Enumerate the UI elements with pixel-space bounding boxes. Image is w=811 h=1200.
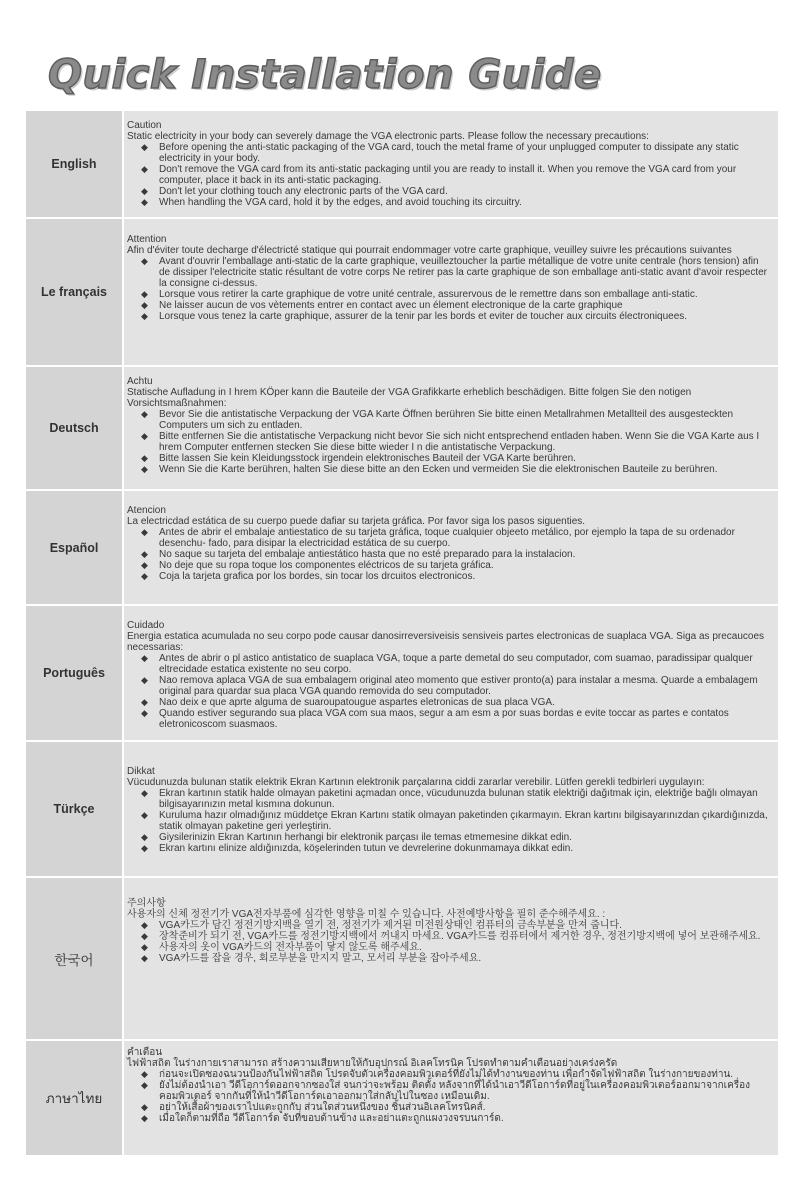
- bullet-text: Antes de abrir o pl astico antistatico de suaplaca VGA, toque a parte demetal do seu computador, com suamao, paradissipar qualquer eltrecidade estatica existente no seu corpo.: [159, 653, 753, 675]
- diamond-bullet-icon: ◆: [141, 1080, 148, 1090]
- bullet-text: Before opening the anti-static packaging of the VGA card, touch the metal frame of your unplugged computer to dissipate any static electricity in your body.: [159, 142, 739, 164]
- bullet-item: [127, 289, 772, 300]
- bullet-item: [127, 708, 772, 730]
- section-intro: Vücudunuzda bulunan statik elektrik Ekran Kartının elektronik parçalarına ciddi zararlar verebilir. Lütfen gerekli tedbirleri uygulayın:: [127, 777, 705, 788]
- section-thai: [26, 1041, 778, 1157]
- bullet-text: Kuruluma hazır olmadığınız müddetçe Ekran Kartını statik olmayan paketinden çıkarmayın. Ekran kartını bilgisayarınızdan çıkardığınızda, statik olmayan paketine geri yerleştirin.: [159, 810, 768, 832]
- bullet-text: VGA카드가 담긴 정전기방지백을 열기 전, 정전기가 제거된 미전원상태인 컴퓨터의 금속부분을 만져 줍니다.: [159, 920, 622, 931]
- section-body: [124, 111, 778, 217]
- bullet-list: [127, 788, 772, 854]
- bullet-item: [127, 549, 772, 560]
- section-heading: Cuidado: [127, 620, 165, 631]
- section-intro: La electricdad estática de su cuerpo puede dafiar su tarjeta gráfica. Por favor siga los pasos siguenties.: [127, 516, 586, 527]
- diamond-bullet-icon: ◆: [141, 810, 148, 820]
- bullet-text: ก่อนจะเปิดซองฉนวนป้องกันไฟฟ้าสถิต โปรดจับตัวเครื่องคอมพิวเตอร์ที่ยังไม่ได้ทำงานของท่าน เพื่อกำจัดไฟฟ้าสถิต ในร่างกายของท่าน.: [159, 1069, 734, 1080]
- diamond-bullet-icon: ◆: [141, 571, 148, 581]
- diamond-bullet-icon: ◆: [141, 256, 148, 266]
- section-intro: Afin d'éviter toute decharge d'électricté statique qui pourrait endommager votre carte graphique, veuilley suivre les précautions suivantes: [127, 245, 732, 256]
- bullet-item: [127, 571, 772, 582]
- bullet-item: [127, 186, 772, 197]
- bullet-text: Quando estiver segurando sua placa VGA com sua maos, segur a am esm a por suas bordas e evite toccar as partes e contatos eletronicoscom suasmaos.: [159, 708, 729, 730]
- bullet-item: [127, 832, 772, 843]
- bullet-item: [127, 675, 772, 697]
- bullet-item: [127, 1080, 772, 1102]
- bullet-text: ยังไม่ต้องนำเอา วีดีโอการ์ดออกจากซองใส่ จนกว่าจะพร้อม ติดตั้ง หลังจากที่ได้นำเอาวีดีโอการ์ดที่อยู่ในเครื่องคอมพิวเตอร์ออกมาจากเครื่องคอมพิวเตอร์ จากกันที่ให้นำวีดีโอการ์ดเอาออกมาใส่กลับไปในซอง เหมือนเดิม.: [159, 1080, 751, 1102]
- bullet-text: No deje que su ropa toque los componentes eléctricos de su tarjeta gráfica.: [159, 560, 494, 571]
- bullet-text: 사용자의 옷이 VGA카드의 전자부품이 닿지 않도록 해주세요.: [159, 942, 422, 953]
- diamond-bullet-icon: ◆: [141, 453, 148, 463]
- bullet-list: [127, 409, 772, 475]
- diamond-bullet-icon: ◆: [141, 920, 148, 930]
- bullet-text: Bitte lassen Sie kein Kleidungsstock irgendein elektronisches Bauteil der VGA Karte berühren.: [159, 453, 576, 464]
- section-heading: Caution: [127, 120, 162, 131]
- bullet-item: [127, 1069, 772, 1080]
- bullet-list: [127, 653, 772, 730]
- bullet-text: Ekran kartının statik halde olmayan paketini açmadan once, vücudunuzda bulunan statik elektriği dağıtmak için, elektriğe bağlı olmayan bilgisayarınızın metal kısmına dokunun.: [159, 788, 758, 810]
- bullet-text: Ekran kartını elinize aldığınızda, köşelerinden tutun ve devrelerine dokunmamaya dikkat edin.: [159, 843, 574, 854]
- bullet-text: Wenn Sie die Karte berühren, halten Sie diese bitte an den Ecken und vermeiden Sie die elektronischen Bauteile zu berühren.: [159, 464, 718, 475]
- language-label: English: [26, 111, 124, 217]
- bullet-item: [127, 1113, 772, 1124]
- bullet-item: [127, 931, 772, 942]
- bullet-item: [127, 142, 772, 164]
- bullet-item: [127, 164, 772, 186]
- bullet-text: อย่าให้เสื้อผ้าของเราไปแตะถูกกับ ส่วนใดส่วนหนึ่งของ ชิ้นส่วนอิเลคโทรนิคส์.: [159, 1102, 486, 1113]
- bullet-text: Nao deix e que aprte alguma de suaroupatougue aspartes eletronicas de sua placa VGA.: [159, 697, 555, 708]
- section-heading: คำเตือน: [127, 1047, 163, 1058]
- bullet-item: [127, 300, 772, 311]
- section-intro: Static electricity in your body can severely damage the VGA electronic parts. Please follow the necessary precautions:: [127, 131, 649, 142]
- section-heading: Dikkat: [127, 766, 155, 777]
- bullet-item: [127, 256, 772, 289]
- section-intro: Energia estatica acumulada no seu corpo pode causar danosirreversiveisis sensiveis partes electronicas de suaplaca VGA. Siga as precaucoes necessarias:: [127, 631, 765, 653]
- language-label: ภาษาไทย: [26, 1041, 124, 1155]
- bullet-text: Ne laisser aucun de vos vètements entrer en contact avec un élement electronique de la carte graphique: [159, 300, 623, 311]
- bullet-item: [127, 464, 772, 475]
- bullet-text: VGA카드를 잡을 경우, 회로부분을 만지지 말고, 모서리 부분을 잡아주세요.: [159, 953, 482, 964]
- section-heading: 주의사항: [127, 898, 166, 909]
- section-intro: Statische Aufladung in I hrem KÖper kann die Bauteile der VGA Grafikkarte erheblich beschädigen. Bitte folgen Sie den notigen Vorsichtsmaßnahmen:: [127, 387, 692, 409]
- diamond-bullet-icon: ◆: [141, 560, 148, 570]
- bullet-item: [127, 953, 772, 964]
- bullet-text: Nao remova aplaca VGA de sua embalagem original ateo momento que estiver pronto(a) para instalar a mesma. Quarde a embalagem original para quardar sua placa VGA quando removida do seu computador.: [159, 675, 758, 697]
- section-intro: 사용자의 신체 정전기가 VGA전자부품에 심각한 영향을 미칠 수 있습니다. 사전예방사항을 필히 준수해주세요. :: [127, 909, 606, 920]
- bullet-item: [127, 197, 772, 208]
- diamond-bullet-icon: ◆: [141, 197, 148, 207]
- section-body: [124, 367, 778, 489]
- section-english: [26, 111, 778, 219]
- bullet-text: เมื่อใดก็ตามที่ถือ วีดีโอการ์ด จับที่ขอบด้านข้าง และอย่าแตะถูกแผงวงจรบนการ์ด.: [159, 1113, 504, 1124]
- section-heading: Achtu: [127, 376, 153, 387]
- section-portuguese: [26, 606, 778, 742]
- bullet-text: Lorsque vous tenez la carte graphique, assurer de la tenir par les bords et eviter de toucher aux circuits électroniquees.: [159, 311, 688, 322]
- diamond-bullet-icon: ◆: [141, 697, 148, 707]
- bullet-text: Don't let your clothing touch any electronic parts of the VGA card.: [159, 186, 448, 197]
- section-body: [124, 606, 778, 740]
- diamond-bullet-icon: ◆: [141, 1113, 148, 1123]
- diamond-bullet-icon: ◆: [141, 186, 148, 196]
- section-heading: Atencion: [127, 505, 166, 516]
- diamond-bullet-icon: ◆: [141, 1069, 148, 1079]
- bullet-text: Bevor Sie die antistatische Verpackung der VGA Karte Öffnen berühren Sie bitte einen Metallrahmen Metallteil des ausgesteckten Computers um sich zu entladen.: [159, 409, 734, 431]
- diamond-bullet-icon: ◆: [141, 142, 148, 152]
- bullet-item: [127, 560, 772, 571]
- diamond-bullet-icon: ◆: [141, 843, 148, 853]
- diamond-bullet-icon: ◆: [141, 164, 148, 174]
- bullet-text: When handling the VGA card, hold it by the edges, and avoid touching its circuitry.: [159, 197, 522, 208]
- diamond-bullet-icon: ◆: [141, 931, 148, 941]
- bullet-list: [127, 142, 772, 208]
- diamond-bullet-icon: ◆: [141, 832, 148, 842]
- bullet-text: Bitte entfernen Sie die antistatische Verpackung nicht bevor Sie sich nicht entsprechend entladen haben. Wenn Sie die VGA Karte aus I hrem Computer entfernen stecken Sie diese bitte wieder I n die antistatische Verpackung.: [159, 431, 760, 453]
- language-label: Türkçe: [26, 742, 124, 876]
- diamond-bullet-icon: ◆: [141, 708, 148, 718]
- diamond-bullet-icon: ◆: [141, 549, 148, 559]
- section-french: [26, 219, 778, 367]
- section-body: [124, 1041, 778, 1155]
- bullet-item: [127, 1102, 772, 1113]
- sections: [26, 111, 778, 1157]
- diamond-bullet-icon: ◆: [141, 953, 148, 963]
- bullet-item: [127, 453, 772, 464]
- bullet-text: 장착준비가 되기 전, VGA카드를 정전기방지백에서 꺼내지 마세요. VGA카드를 컴퓨터에서 제거한 경우, 정전기방지백에 넣어 보관해주세요.: [159, 931, 761, 942]
- section-body: [124, 742, 778, 876]
- language-label: Le français: [26, 219, 124, 365]
- bullet-text: Don't remove the VGA card from its anti-static packaging until you are ready to install it. When you remove the VGA card from your computer, place it back in its anti-static packaging.: [159, 164, 737, 186]
- bullet-item: [127, 311, 772, 322]
- bullet-item: [127, 810, 772, 832]
- diamond-bullet-icon: ◆: [141, 289, 148, 299]
- section-heading: Attention: [127, 234, 167, 245]
- diamond-bullet-icon: ◆: [141, 311, 148, 321]
- section-body: [124, 878, 778, 1039]
- diamond-bullet-icon: ◆: [141, 527, 148, 537]
- bullet-list: [127, 920, 772, 964]
- diamond-bullet-icon: ◆: [141, 942, 148, 952]
- diamond-bullet-icon: ◆: [141, 409, 148, 419]
- language-label: Español: [26, 491, 124, 604]
- diamond-bullet-icon: ◆: [141, 675, 148, 685]
- bullet-item: [127, 431, 772, 453]
- section-spanish: [26, 491, 778, 606]
- bullet-item: [127, 653, 772, 675]
- diamond-bullet-icon: ◆: [141, 431, 148, 441]
- section-korean: [26, 878, 778, 1041]
- section-body: [124, 219, 778, 365]
- diamond-bullet-icon: ◆: [141, 1102, 148, 1112]
- section-body: [124, 491, 778, 604]
- bullet-item: [127, 697, 772, 708]
- section-turkish: [26, 742, 778, 878]
- language-label: 한국어: [26, 878, 124, 1039]
- bullet-item: [127, 409, 772, 431]
- bullet-list: [127, 256, 772, 322]
- section-german: [26, 367, 778, 491]
- bullet-text: Antes de abrir el embalaje antiestatico de su tarjeta gráfica, toque cualquier objeeto metálico, por ejemplo la tapa de su ordenador desenchu- fado, para disipar la electricidad estática de su cuerpo.: [159, 527, 735, 549]
- bullet-item: [127, 843, 772, 854]
- bullet-text: No saque su tarjeta del embalaje antiestático hasta que no esté preparado para la instalacion.: [159, 549, 576, 560]
- language-label: Deutsch: [26, 367, 124, 489]
- bullet-item: [127, 527, 772, 549]
- diamond-bullet-icon: ◆: [141, 653, 148, 663]
- bullet-item: [127, 920, 772, 931]
- bullet-list: [127, 1069, 772, 1124]
- bullet-text: Coja la tarjeta grafica por los bordes, sin tocar los drcuitos electronicos.: [159, 571, 476, 582]
- language-label: Português: [26, 606, 124, 740]
- section-intro: ไฟฟ้าสถิต ในร่างกายเราสามารถ สร้างความเสียหายให้กับอุปกรณ์ อิเลคโทรนิค โปรดทำตามคำเตือนอย่างเคร่งครัด: [127, 1058, 618, 1069]
- diamond-bullet-icon: ◆: [141, 300, 148, 310]
- diamond-bullet-icon: ◆: [141, 788, 148, 798]
- diamond-bullet-icon: ◆: [141, 464, 148, 474]
- bullet-list: [127, 527, 772, 582]
- bullet-item: [127, 788, 772, 810]
- bullet-text: Avant d'ouvrir l'emballage anti-static de la carte graphique, veuilleztoucher la partie métallique de votre unite centrale (hors tension) afin de dissiper l'electricite static résultant de votre corps Ne retirer pas la carte graphique de son emballage anti-static avant d'avoir respecter la consigne ci-dessus.: [159, 256, 768, 289]
- page-title: Quick Installation Guide: [48, 52, 602, 98]
- bullet-item: [127, 942, 772, 953]
- bullet-text: Lorsque vous retirer la carte graphique de votre unité centrale, assurervous de le remettre dans son emballage anti-static.: [159, 289, 698, 300]
- bullet-text: Giysilerinizin Ekran Kartının herhangi bir elektronik parçası ile temas etmemesine dikkat edin.: [159, 832, 572, 843]
